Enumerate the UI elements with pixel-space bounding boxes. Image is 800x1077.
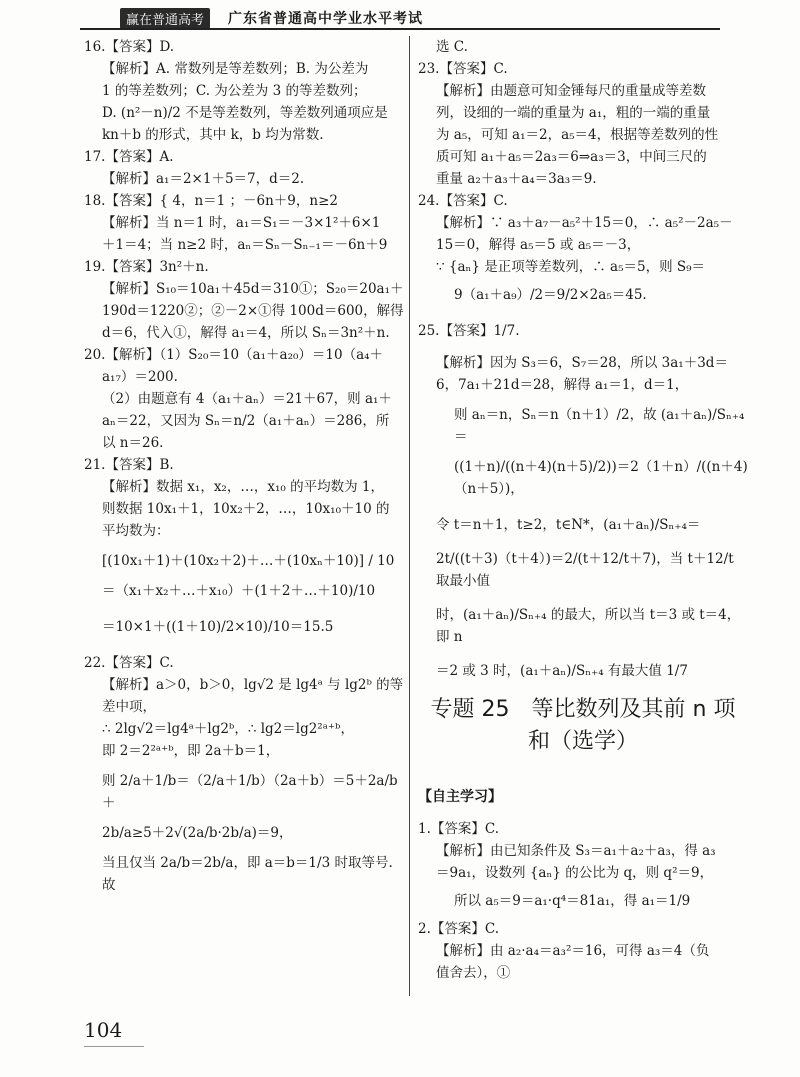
explanation-21-line3: 平均数为： [102, 523, 170, 539]
answer-16: 16.【答案】D. [84, 39, 175, 55]
left-column [84, 36, 404, 904]
header-title: 广东省普通高中学业水平考试 [228, 11, 423, 27]
explanation-19-line2: 190d＝1220②；②－2×①得 100d＝600，解得 [102, 303, 404, 319]
explanation-18-line1: 【解析】当 n＝1 时，a₁＝S₁＝－3×1²＋6×1 [102, 215, 381, 231]
explanation-20-line3: （2）由题意有 4（a₁＋aₙ）＝21＋67，则 a₁＋ [102, 391, 392, 407]
section-title: 【自主学习】 [418, 789, 502, 805]
explanation-22-line1: 【解析】a＞0，b＞0，lg√2 是 lg4ᵃ 与 lg2ᵇ 的等 [102, 677, 404, 693]
explanation-25-line1: 【解析】因为 S₃＝6，S₇＝28，所以 3a₁＋3d＝ [436, 355, 728, 371]
answer-17: 17.【答案】A. [84, 149, 174, 165]
series-tag: 赢在普通高考 [120, 8, 210, 29]
right-column [418, 36, 748, 984]
explanation-25-line8: ＝2 或 3 时，(a₁＋aₙ)/Sₙ₊₄ 有最大值 1/7 [436, 663, 688, 679]
explanation-24-line3: ∵ {aₙ} 是正项等差数列，∴ a₅＝5，则 S₉＝ [436, 259, 706, 275]
explanation-22-line3: ∴ 2lg√2＝lg4ᵃ＋lg2ᵇ，∴ lg2＝lg2²ᵃ⁺ᵇ， [102, 721, 354, 737]
explanation-s2-line1: 【解析】由 a₂·a₄＝a₃²＝16，可得 a₃＝4（负 [436, 943, 710, 959]
topic-heading-line1: 专题 25 等比数列及其前 n 项 [430, 697, 736, 722]
explanation-22-line7: 当且仅当 2a/b＝2b/a，即 a＝b＝1/3 时取等号. 故 [102, 855, 398, 893]
explanation-25-line5: 令 t＝n＋1，t≥2，t∈N*，(a₁＋aₙ)/Sₙ₊₄＝ [436, 517, 701, 533]
explanation-22-line6: 2b/a≥5＋2√(2a/b·2b/a)＝9， [102, 825, 293, 841]
explanation-21-line2: 则数据 10x₁＋1，10x₂＋2，…，10x₁₀＋10 的 [102, 501, 390, 517]
explanation-23-line1: 【解析】由题意可知金锤每尺的重量成等差数 [436, 83, 706, 99]
explanation-23-line2: 列，设细的一端的重量为 a₁，粗的一端的重量 [436, 105, 711, 121]
explanation-19-line1: 【解析】S₁₀＝10a₁＋45d＝310①；S₂₀＝20a₁＋ [102, 281, 404, 297]
explanation-24-line1: 【解析】∵ a₃＋a₇－a₅²＋15＝0，∴ a₅²－2a₅－ [436, 215, 733, 231]
explanation-25-line3: 则 aₙ＝n，Sₙ＝n（n＋1）/2，故 (a₁＋aₙ)/Sₙ₊₄＝ [454, 407, 745, 445]
page-header [80, 6, 720, 32]
explanation-s2-line2: 值舍去），① [436, 965, 511, 981]
column-divider [409, 36, 410, 996]
explanation-22-line5: 则 2/a＋1/b＝（2/a＋1/b）（2a＋b）＝5＋2a/b＋ [102, 773, 398, 811]
explanation-23-line3: 为 a₅，可知 a₁＝2，a₅＝4，根据等差数列的性 [436, 127, 719, 143]
answer-s1: 1.【答案】C. [418, 821, 500, 837]
explanation-19-line3: d＝6，代入①，解得 a₁＝4，所以 Sₙ＝3n²＋n. [102, 325, 390, 341]
explanation-18-line2: ＋1＝4；当 n≥2 时，aₙ＝Sₙ－Sₙ₋₁＝－6n＋9 [102, 237, 388, 253]
topic-heading-line2: 和（选学） [527, 729, 638, 754]
explanation-22-line4: 即 2＝2²ᵃ⁺ᵇ，即 2a＋b＝1， [102, 743, 280, 759]
formula-21-line1: [(10x₁＋1)＋(10x₂＋2)＋…＋(10xₙ＋10)] / 10 [102, 553, 395, 569]
explanation-25-line4: ((1＋n)/((n＋4)(n＋5)/2))＝2（1＋n）/((n＋4)（n＋5）)， [454, 459, 748, 497]
answer-22: 22.【答案】C. [84, 655, 174, 671]
explanation-24-line2: 15＝0，解得 a₅＝5 或 a₅＝－3， [436, 237, 641, 253]
answer-19: 19.【答案】3n²＋n. [84, 259, 209, 275]
explanation-24-line4: 9（a₁＋a₉）/2＝9/2×2a₅＝45. [454, 287, 647, 303]
answer-24: 24.【答案】C. [418, 193, 508, 209]
answer-25: 25.【答案】1/7. [418, 323, 520, 339]
explanation-20-line2: a₁₇）＝200. [102, 369, 178, 385]
explanation-16-line3: D. (n²－n)/2 不是等差数列，等差数列通项应是 [102, 105, 388, 121]
explanation-21-line1: 【解析】数据 x₁，x₂，…，x₁₀ 的平均数为 1， [102, 479, 384, 495]
explanation-16-line4: kn＋b 的形式，其中 k，b 均为常数. [102, 127, 324, 143]
explanation-22-line2: 差中项， [102, 699, 156, 715]
explanation-16-line1: 【解析】A. 常数列是等差数列；B. 为公差为 [102, 61, 369, 77]
explanation-25-line2: 6，7a₁＋21d＝28，解得 a₁＝1，d＝1， [436, 377, 689, 393]
page-ornament [84, 1046, 144, 1047]
page-number: 104 [84, 1018, 123, 1042]
explanation-16-line2: 1 的等差数列；C. 为公差为 3 的等差数列； [102, 83, 367, 99]
explanation-20-line5: 以 n＝26. [102, 435, 164, 451]
topic-heading [418, 694, 748, 758]
header-rule [80, 28, 720, 30]
explanation-20-line1: 20.【解析】（1）S₂₀＝10（a₁＋a₂₀）＝10（a₄＋ [84, 347, 384, 363]
answer-18: 18.【答案】{ 4，n＝1 ；－6n＋9，n≥2 [84, 193, 338, 209]
explanation-25-line7: 时，(a₁＋aₙ)/Sₙ₊₄ 的最大，所以当 t＝3 或 t＝4，即 n [436, 607, 741, 645]
explanation-25-line6: 2t/((t＋3)（t＋4）)＝2/(t＋12/t＋7)，当 t＋12/t 取最小值 [436, 551, 738, 589]
explanation-s1-line2: ＝9a₁，设数列 {aₙ} 的公比为 q，则 q²＝9， [436, 865, 714, 881]
explanation-22-end: 选 C. [436, 39, 468, 55]
answer-23: 23.【答案】C. [418, 61, 508, 77]
answer-21: 21.【答案】B. [84, 457, 174, 473]
formula-21-line2: ＝（x₁＋x₂＋…＋x₁₀）＋(1＋2＋…＋10)/10 [102, 583, 376, 599]
explanation-23-line5: 重量 a₂＋a₃＋a₄＝3a₃＝9. [436, 171, 597, 187]
explanation-23-line4: 质可知 a₁＋a₅＝2a₃＝6⇒a₃＝3，中间三尺的 [436, 149, 707, 165]
explanation-17: 【解析】a₁＝2×1＋5＝7，d＝2. [102, 171, 305, 187]
explanation-s1-line1: 【解析】由已知条件及 S₃＝a₁＋a₂＋a₃，得 a₃ [436, 843, 716, 859]
answer-s2: 2.【答案】C. [418, 921, 500, 937]
formula-21-line3: ＝10×1＋((1＋10)/2×10)/10＝15.5 [102, 619, 334, 635]
explanation-s1-line3: 所以 a₅＝9＝a₁·q⁴＝81a₁，得 a₁＝1/9 [454, 893, 691, 909]
explanation-20-line4: aₙ＝22，又因为 Sₙ＝n/2（a₁＋aₙ）＝286，所 [102, 413, 390, 429]
